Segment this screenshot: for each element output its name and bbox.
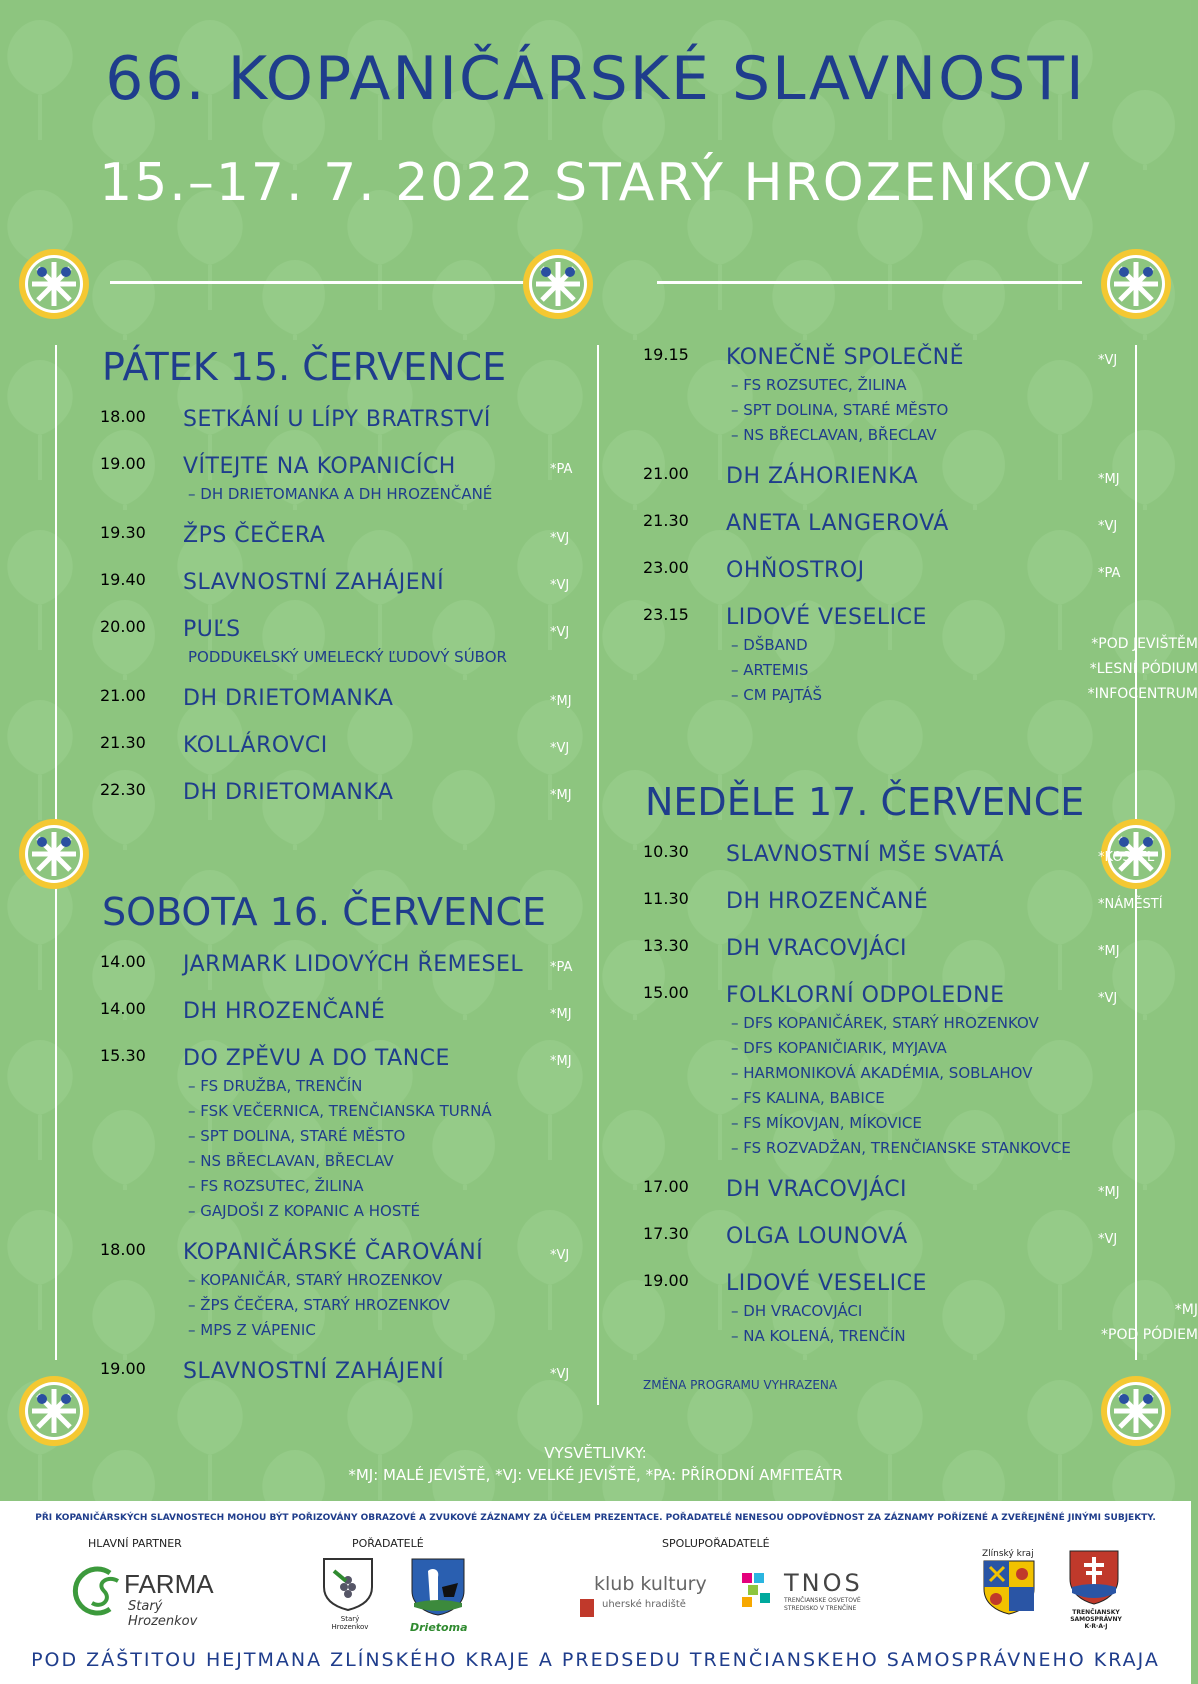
performer-item: – NS BŘECLAVAN, BŘECLAV bbox=[188, 1152, 394, 1170]
performer-venue: *MJ bbox=[1174, 1302, 1198, 1318]
event-time: 19.40 bbox=[100, 570, 146, 589]
performer-venue: *POD JEVIŠTĚM bbox=[1091, 636, 1198, 652]
event-time: 17.00 bbox=[643, 1177, 689, 1196]
performer-item: – ŽPS ČEČERA, STARÝ HROZENKOV bbox=[188, 1296, 450, 1314]
event-time: 19.00 bbox=[100, 1359, 146, 1378]
venue-code: *VJ bbox=[550, 531, 570, 546]
event-time: 19.00 bbox=[100, 454, 146, 473]
event-name: SLAVNOSTNÍ ZAHÁJENÍ bbox=[183, 1359, 445, 1384]
crest-icon bbox=[410, 1557, 466, 1617]
zlin-region-logo bbox=[982, 1549, 1042, 1629]
venue-code: *VJ bbox=[550, 625, 570, 640]
venue-code: *PA bbox=[550, 462, 573, 477]
event-time: 21.30 bbox=[100, 733, 146, 752]
legend-title: VYSVĚTLIVKY: bbox=[544, 1444, 647, 1462]
event-time: 19.15 bbox=[643, 345, 689, 364]
performer-item: – DFS KOPANIČIARIK, MYJAVA bbox=[731, 1039, 947, 1057]
event-name: ŽPS ČEČERA bbox=[183, 523, 326, 548]
event-name: LIDOVÉ VESELICE bbox=[726, 605, 927, 630]
venue-code: *VJ bbox=[550, 1367, 570, 1382]
performer-item: – MPS Z VÁPENIC bbox=[188, 1321, 316, 1339]
program-change-note: ZMĚNA PROGRAMU VYHRAZENA bbox=[643, 1378, 838, 1392]
performer-venue: *LESNÍ PÓDIUM bbox=[1089, 661, 1198, 677]
event-name: OLGA LOUNOVÁ bbox=[726, 1224, 908, 1249]
event-name: DH HROZENČANÉ bbox=[183, 999, 386, 1024]
folk-rosette-icon bbox=[18, 818, 90, 890]
venue-code: *VJ bbox=[1098, 519, 1118, 534]
event-time: 15.30 bbox=[100, 1046, 146, 1065]
event-time: 14.00 bbox=[100, 999, 146, 1018]
performer-item: – SPT DOLINA, STARÉ MĚSTO bbox=[188, 1127, 406, 1145]
performer-venue: *POD PÓDIEM bbox=[1101, 1327, 1198, 1343]
event-name: SLAVNOSTNÍ ZAHÁJENÍ bbox=[183, 570, 445, 595]
folk-rosette-icon bbox=[522, 248, 594, 320]
venue-code: *MJ bbox=[550, 1007, 572, 1022]
event-time: 10.30 bbox=[643, 842, 689, 861]
event-name: DH HROZENČANÉ bbox=[726, 889, 929, 914]
event-name: DH ZÁHORIENKA bbox=[726, 464, 919, 489]
crest-caption: Starý Hrozenkov bbox=[331, 1615, 369, 1631]
event-name: VÍTEJTE NA KOPANICÍCH bbox=[183, 454, 456, 479]
event-name: DH VRACOVJÁCI bbox=[726, 936, 908, 961]
trencin-region-logo bbox=[1068, 1549, 1128, 1629]
event-name: DH VRACOVJÁCI bbox=[726, 1177, 908, 1202]
stary-hrozenkov-crest bbox=[322, 1557, 378, 1633]
performer-item: – NA KOLENÁ, TRENČÍN bbox=[731, 1327, 906, 1345]
venue-code: *KOSTEL bbox=[1098, 850, 1155, 865]
partner-label: HLAVNÍ PARTNER bbox=[88, 1537, 182, 1550]
event-name: DH DRIETOMANKA bbox=[183, 780, 394, 805]
farma-logo bbox=[68, 1561, 228, 1629]
event-time: 14.00 bbox=[100, 952, 146, 971]
tnos-icon bbox=[740, 1569, 776, 1609]
performer-item: – ARTEMIS bbox=[731, 661, 809, 679]
day-heading: PÁTEK 15. ČERVENCE bbox=[102, 345, 507, 389]
divider bbox=[597, 345, 599, 1405]
performer-item: – DH DRIETOMANKA A DH HROZENČANÉ bbox=[188, 485, 493, 503]
page-title: 66. KOPANIČÁRSKÉ SLAVNOSTI bbox=[105, 44, 1086, 114]
event-name: SETKÁNÍ U LÍPY BRATRSTVÍ bbox=[183, 407, 491, 432]
performer-venue: *INFOCENTRUM bbox=[1087, 686, 1198, 702]
legend-text: *MJ: MALÉ JEVIŠTĚ, *VJ: VELKÉ JEVIŠTĚ, *PA: PŘÍRODNÍ AMFITEÁTR bbox=[348, 1466, 843, 1484]
organizers-label: POŘADATELÉ bbox=[352, 1537, 424, 1550]
venue-code: *VJ bbox=[550, 578, 570, 593]
divider bbox=[657, 281, 1082, 284]
performer-item: – FS MÍKOVJAN, MÍKOVICE bbox=[731, 1114, 922, 1132]
event-time: 20.00 bbox=[100, 617, 146, 636]
performer-item: – CM PAJTÁŠ bbox=[731, 686, 823, 704]
folk-rosette-icon bbox=[18, 1375, 90, 1447]
venue-code: *VJ bbox=[1098, 991, 1118, 1006]
event-name: KOPANIČÁRSKÉ ČAROVÁNÍ bbox=[183, 1240, 484, 1265]
event-time: 22.30 bbox=[100, 780, 146, 799]
event-time: 18.00 bbox=[100, 407, 146, 426]
event-name: JARMARK LIDOVÝCH ŘEMESEL bbox=[183, 952, 524, 977]
venue-code: *VJ bbox=[550, 1248, 570, 1263]
performer-item: – DFS KOPANIČÁREK, STARÝ HROZENKOV bbox=[731, 1014, 1039, 1032]
venue-code: *NÁMĚSTÍ bbox=[1098, 897, 1163, 912]
performer-item: – FS ROZVADŽAN, TRENČIANSKE STANKOVCE bbox=[731, 1139, 1071, 1157]
patronage-note: POD ZÁŠTITOU HEJTMANA ZLÍNSKÉHO KRAJE A PREDSEDU TRENČIANSKEHO SAMOSPRÁVNEHO KRAJA bbox=[31, 1649, 1160, 1671]
performer-item: – HARMONIKOVÁ AKADÉMIA, SOBLAHOV bbox=[731, 1064, 1033, 1082]
trencin-crest-icon bbox=[1068, 1549, 1120, 1605]
venue-code: *PA bbox=[1098, 566, 1121, 581]
klub-kultury-logo bbox=[580, 1573, 710, 1623]
farma-cs-icon bbox=[68, 1561, 128, 1621]
event-name: PUĽS bbox=[183, 617, 241, 642]
tnos-logo bbox=[740, 1569, 870, 1619]
venue-code: *MJ bbox=[550, 694, 572, 709]
page-subtitle: 15.–17. 7. 2022 STARÝ HROZENKOV bbox=[99, 153, 1092, 213]
tnos-name: TNOS bbox=[784, 1569, 863, 1597]
event-name: KONEČNĚ SPOLEČNĚ bbox=[726, 345, 965, 370]
event-time: 19.30 bbox=[100, 523, 146, 542]
venue-code: *PA bbox=[550, 960, 573, 975]
day-heading: NEDĚLE 17. ČERVENCE bbox=[645, 780, 1085, 824]
venue-code: *MJ bbox=[550, 788, 572, 803]
venue-code: *MJ bbox=[1098, 472, 1120, 487]
event-time: 21.30 bbox=[643, 511, 689, 530]
performer-item: – FS ROZSUTEC, ŽILINA bbox=[731, 376, 907, 394]
performer-item: – DH VRACOVJÁCI bbox=[731, 1302, 863, 1320]
performer-item: – FS DRUŽBA, TRENČÍN bbox=[188, 1077, 363, 1095]
zlin-label: Zlínský kraj bbox=[982, 1549, 1034, 1559]
event-name: KOLLÁROVCI bbox=[183, 733, 328, 758]
venue-code: *MJ bbox=[550, 1054, 572, 1069]
performer-item: – FS KALINA, BABICE bbox=[731, 1089, 885, 1107]
event-name: FOLKLORNÍ ODPOLEDNE bbox=[726, 983, 1005, 1008]
venue-code: *MJ bbox=[1098, 1185, 1120, 1200]
venue-code: *VJ bbox=[1098, 353, 1118, 368]
tnos-subtitle: TRENČIANSKE OSVETOVÉ STREDISKO V TRENČÍNE bbox=[784, 1597, 861, 1612]
klub-mark bbox=[580, 1599, 594, 1617]
performer-item: – NS BŘECLAVAN, BŘECLAV bbox=[731, 426, 937, 444]
performer-item: – FSK VEČERNICA, TRENČIANSKA TURNÁ bbox=[188, 1102, 492, 1120]
tsk-label: TRENČIANSKY SAMOSPRÁVNY K·R·A·J bbox=[1070, 1609, 1122, 1630]
event-time: 21.00 bbox=[100, 686, 146, 705]
klub-name: klub kultury bbox=[594, 1573, 707, 1595]
event-time: 21.00 bbox=[643, 464, 689, 483]
event-time: 18.00 bbox=[100, 1240, 146, 1259]
folk-rosette-icon bbox=[1100, 248, 1172, 320]
performer-item: PODDUKELSKÝ UMELECKÝ ĽUDOVÝ SÚBOR bbox=[188, 648, 507, 666]
folk-rosette-icon bbox=[1100, 1375, 1172, 1447]
coorganizers-label: SPOLUPOŘADATELÉ bbox=[662, 1537, 770, 1550]
folk-rosette-icon bbox=[18, 248, 90, 320]
day-heading: SOBOTA 16. ČERVENCE bbox=[102, 890, 547, 934]
performer-item: – KOPANIČÁR, STARÝ HROZENKOV bbox=[188, 1271, 443, 1289]
event-time: 19.00 bbox=[643, 1271, 689, 1290]
venue-code: *VJ bbox=[1098, 1232, 1118, 1247]
event-time: 17.30 bbox=[643, 1224, 689, 1243]
disclaimer: PŘI KOPANIČÁRSKÝCH SLAVNOSTECH MOHOU BÝT POŘIZOVÁNY OBRAZOVÉ A ZVUKOVÉ ZÁZNAMY ZA ÚČELEM PREZENTACE. POŘADATELÉ NENESOU ODPOVĚDNOST ZA ZÁZNAMY POŘÍZENÉ A ZVEŘEJNĚNÉ JINÝMI SUBJEKTY. bbox=[35, 1513, 1156, 1523]
performer-item: – GAJDOŠI Z KOPANIC A HOSTÉ bbox=[188, 1202, 421, 1220]
farma-name: FARMA bbox=[124, 1569, 214, 1599]
event-name: LIDOVÉ VESELICE bbox=[726, 1271, 927, 1296]
event-name: DH DRIETOMANKA bbox=[183, 686, 394, 711]
zlin-crest-icon bbox=[982, 1559, 1036, 1615]
divider bbox=[110, 281, 535, 284]
event-name: DO ZPĚVU A DO TANCE bbox=[183, 1046, 450, 1071]
event-time: 15.00 bbox=[643, 983, 689, 1002]
venue-code: *MJ bbox=[1098, 944, 1120, 959]
event-time: 23.00 bbox=[643, 558, 689, 577]
event-time: 23.15 bbox=[643, 605, 689, 624]
event-time: 13.30 bbox=[643, 936, 689, 955]
performer-item: – DŠBAND bbox=[731, 636, 808, 654]
performer-item: – FS ROZSUTEC, ŽILINA bbox=[188, 1177, 364, 1195]
venue-code: *VJ bbox=[550, 741, 570, 756]
footer bbox=[0, 1501, 1191, 1684]
klub-subtitle: uherské hradiště bbox=[602, 1599, 686, 1610]
crest-caption: Drietoma bbox=[410, 1621, 468, 1634]
crest-icon bbox=[322, 1557, 374, 1611]
drietoma-crest bbox=[410, 1557, 470, 1637]
event-name: SLAVNOSTNÍ MŠE SVATÁ bbox=[726, 842, 1005, 867]
event-time: 11.30 bbox=[643, 889, 689, 908]
performer-item: – SPT DOLINA, STARÉ MĚSTO bbox=[731, 401, 949, 419]
farma-subtitle: Starý Hrozenkov bbox=[128, 1599, 198, 1629]
event-name: ANETA LANGEROVÁ bbox=[726, 511, 949, 536]
event-name: OHŇOSTROJ bbox=[726, 558, 865, 583]
